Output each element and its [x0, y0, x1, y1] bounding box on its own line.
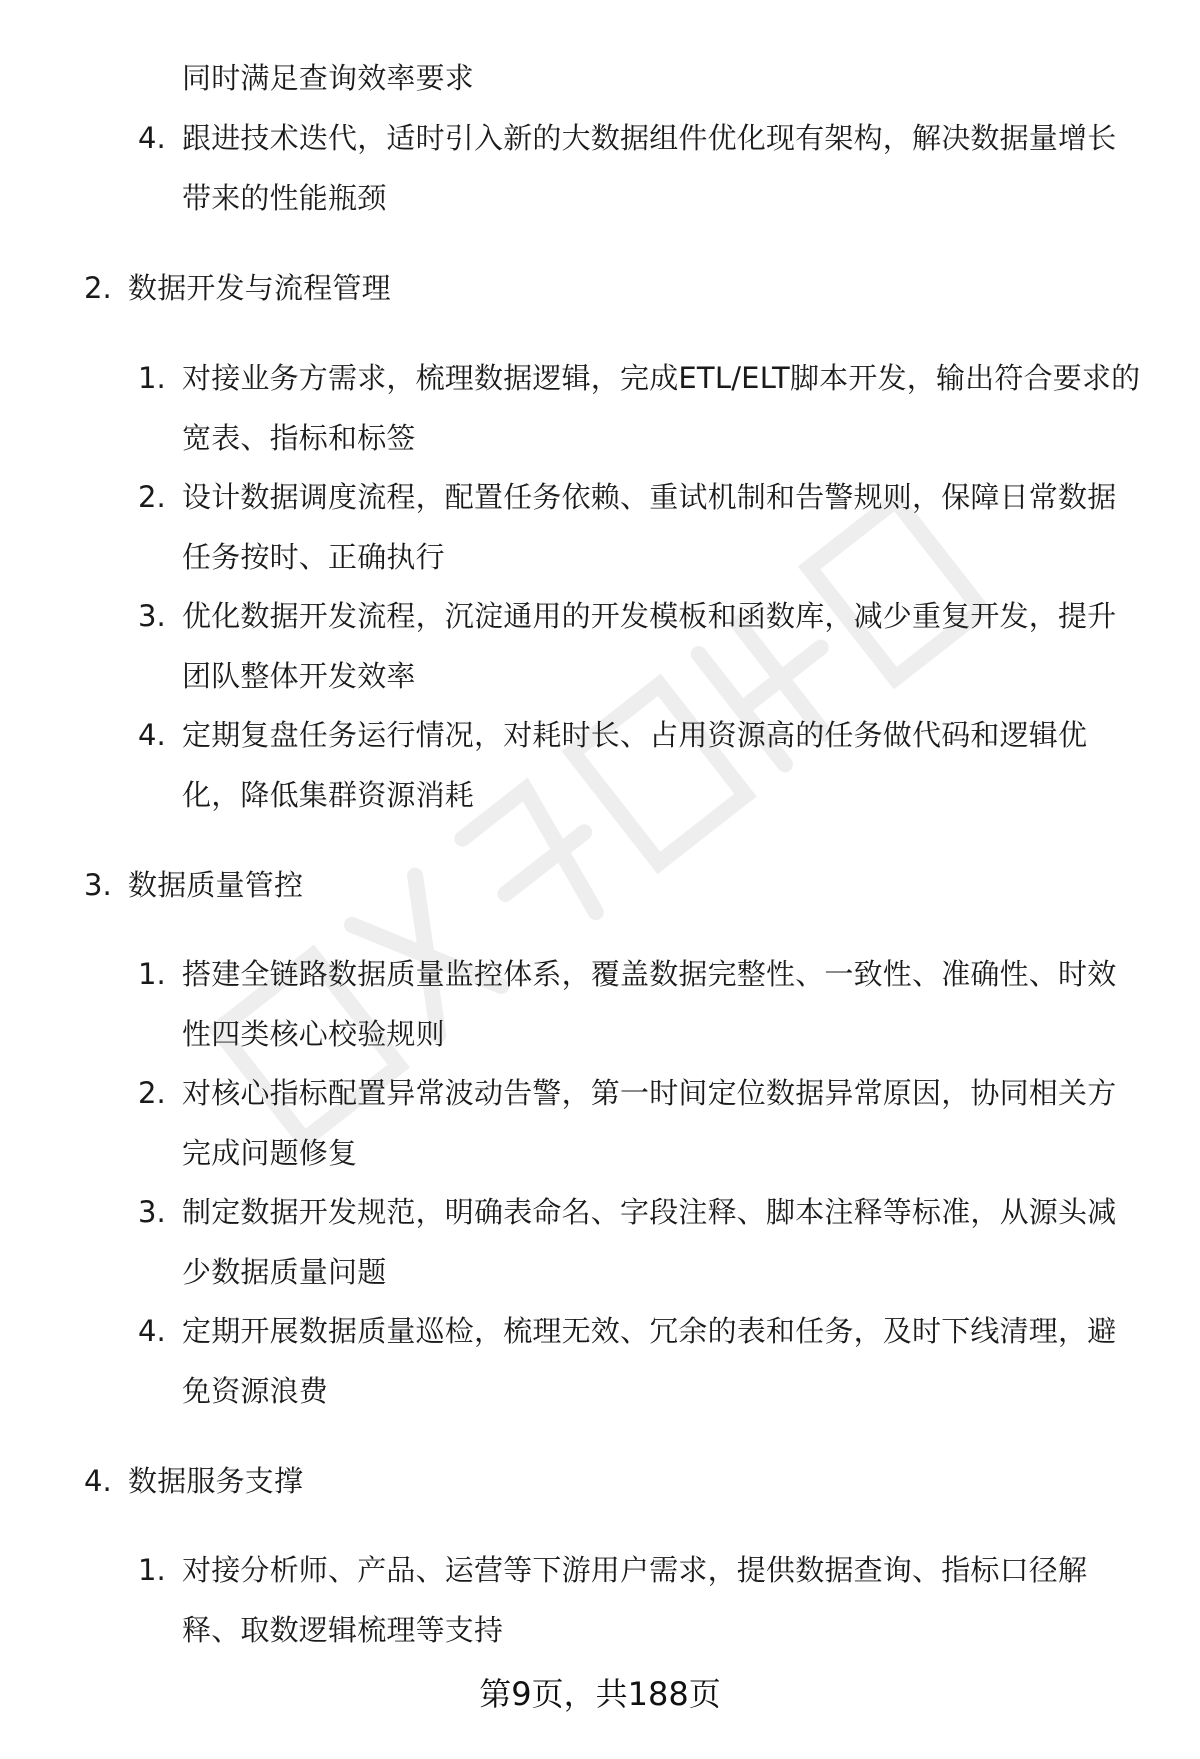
list-item-text: 对核心指标配置异常波动告警，第一时间定位数据异常原因，协同相关方	[182, 1076, 1117, 1110]
section-title: 数据服务支撑	[128, 1464, 304, 1498]
list-item-text: 搭建全链路数据质量监控体系，覆盖数据完整性、一致性、准确性、时效	[182, 957, 1117, 991]
list-item-number: 1.	[138, 957, 166, 991]
list-item-number: 2.	[138, 480, 166, 514]
list-item-number: 4.	[138, 121, 166, 155]
list-item-number: 4.	[138, 718, 166, 752]
list-item-text: 对接业务方需求，梳理数据逻辑，完成ETL/ELT脚本开发，输出符合要求的	[182, 361, 1141, 395]
list-item-text: 化，降低集群资源消耗	[182, 778, 475, 812]
list-item-number: 2.	[138, 1076, 166, 1110]
page-number-footer: 第9页，共188页	[479, 1675, 721, 1713]
list-item-text: 少数据质量问题	[182, 1255, 387, 1289]
list-item-text: 设计数据调度流程，配置任务依赖、重试机制和告警规则，保障日常数据	[182, 480, 1117, 514]
list-item-text: 任务按时、正确执行	[182, 540, 445, 574]
section-number: 2.	[84, 271, 112, 305]
list-item-text: 对接分析师、产品、运营等下游用户需求，提供数据查询、指标口径解	[182, 1553, 1088, 1587]
list-item-number: 1.	[138, 1553, 166, 1587]
list-item-text: 定期开展数据质量巡检，梳理无效、冗余的表和任务，及时下线清理，避	[182, 1314, 1117, 1348]
list-item-text: 释、取数逻辑梳理等支持	[182, 1613, 504, 1647]
list-item-text: 团队整体开发效率	[182, 659, 416, 693]
continuation-text: 同时满足查询效率要求	[182, 61, 475, 95]
section-number: 4.	[84, 1464, 112, 1498]
list-item-number: 3.	[138, 599, 166, 633]
list-item-number: 4.	[138, 1314, 166, 1348]
list-item-number: 3.	[138, 1195, 166, 1229]
list-item-text: 宽表、指标和标签	[182, 421, 416, 455]
section-number: 3.	[84, 868, 112, 902]
list-item-text: 带来的性能瓶颈	[182, 181, 387, 215]
list-item-text: 优化数据开发流程，沉淀通用的开发模板和函数库，减少重复开发，提升	[182, 599, 1117, 633]
list-item-text: 制定数据开发规范，明确表命名、字段注释、脚本注释等标准，从源头减	[182, 1195, 1117, 1229]
list-item-text: 完成问题修复	[182, 1136, 358, 1170]
list-item-text: 跟进技术迭代，适时引入新的大数据组件优化现有架构，解决数据量增长	[182, 121, 1117, 155]
section-title: 数据质量管控	[128, 868, 304, 902]
list-item-number: 1.	[138, 361, 166, 395]
section-title: 数据开发与流程管理	[128, 271, 391, 305]
list-item-text: 免资源浪费	[182, 1374, 329, 1408]
list-item-text: 性四类核心校验规则	[182, 1017, 445, 1051]
list-item-text: 定期复盘任务运行情况，对耗时长、占用资源高的任务做代码和逻辑优	[182, 718, 1088, 752]
